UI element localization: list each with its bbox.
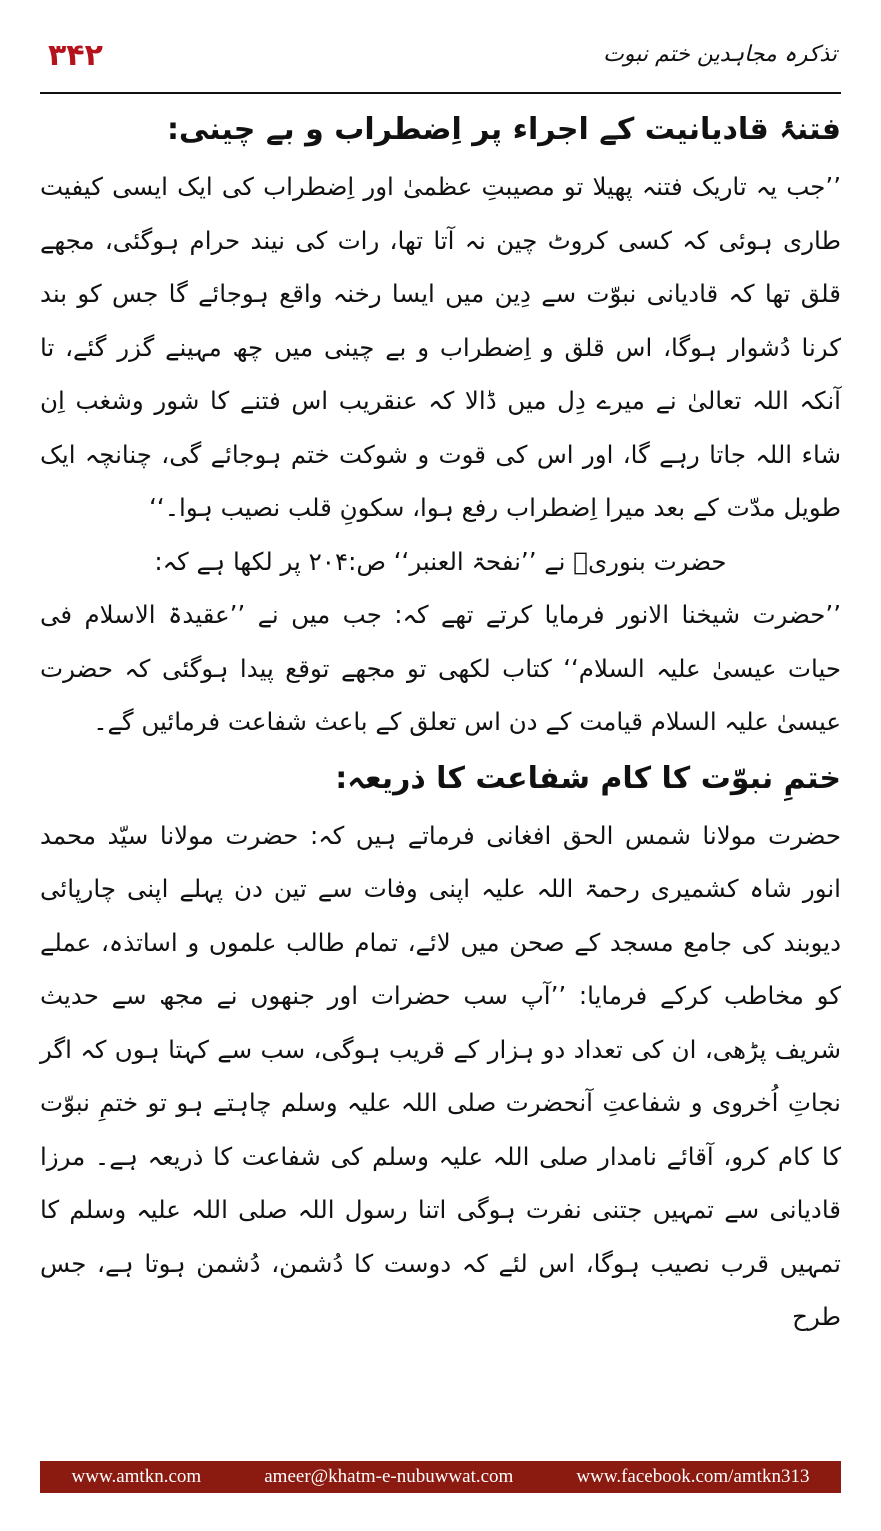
page-header	[40, 30, 841, 90]
page-body	[40, 100, 841, 1459]
footer-email-link[interactable]: ameer@khatm-e-nubuwwat.com	[264, 1466, 514, 1487]
section-heading-shafaat: ختمِ نبوّت کا کام شفاعت کا ذریعہ:	[335, 760, 841, 796]
footer-bar	[40, 1461, 841, 1493]
footer-website-link[interactable]: www.amtkn.com	[71, 1466, 202, 1487]
quote-paragraph-2: ’’حضرت شیخنا الانور فرمایا کرتے تھے کہ: جب میں نے ’’عقیدۃ الاسلام فی حیات عیسیٰ علیہ السلام‘‘ کتاب لکھی تو مجھے توقع پیدا ہوگئی کہ حضرت عیسیٰ علیہ السلام قیامت کے دن اس تعلق کے باعث شفاعت فرمائیں گے۔	[40, 600, 841, 736]
quote-paragraph-1: ’’جب یہ تاریک فتنہ پھیلا تو مصیبتِ عظمیٰ اور اِضطراب کی ایک ایسی کیفیت طاری ہوئی کہ کسی کروٹ چین نہ آتا تھا، رات کی نیند حرام ہوگئی، مجھے قلق تھا کہ قادیانی نبوّت سے دِین میں ایسا رخنہ واقع ہوجائے گا جس کو بند کرنا دُشوار ہوگا، اس قلق و اِضطراب و بے چینی میں چھ مہینے گزر گئے، تا آنکہ اللہ تعالیٰ نے میرے دِل میں ڈالا کہ عنقریب اس فتنے کا شور وشغب اِن شاء اللہ جاتا رہے گا، اور اس کی قوت و شوکت ختم ہوجائے گی، چنانچہ ایک طویل مدّت کے بعد میرا اِضطراب رفع ہوا، سکونِ قلب نصیب ہوا۔‘‘	[40, 172, 841, 522]
citation-line: حضرت بنوریؒ نے ’’نفحۃ العنبر‘‘ ص:۲۰۴ پر لکھا ہے کہ:	[154, 546, 727, 576]
footer-facebook-link[interactable]: www.facebook.com/amtkn313	[576, 1466, 810, 1487]
section-heading-fitna: فتنۂ قادیانیت کے اجراء پر اِضطراب و بے چینی:	[166, 112, 841, 147]
page-number: ۳۴۲	[48, 38, 103, 73]
book-title: تذکرہ مجاہدین ختم نبوت	[603, 42, 837, 67]
body-paragraph-3: حضرت مولانا شمس الحق افغانی فرماتے ہیں کہ: حضرت مولانا سیّد محمد انور شاہ کشمیری رحمۃ اللہ علیہ اپنی وفات سے تین دن پہلے اپنی چارپائی دیوبند کی جامع مسجد کے صحن میں لائے، تمام طالب علموں و اساتذہ، عملے کو مخاطب کرکے فرمایا: ’’آپ سب حضرات اور جنھوں نے مجھ سے حدیث شریف پڑھی، ان کی تعداد دو ہزار کے قریب ہوگی، سب سے کہتا ہوں کہ اگر نجاتِ اُخروی و شفاعتِ آنحضرت صلی اللہ علیہ وسلم چاہتے ہو تو ختمِ نبوّت کا کام کرو، آقائے نامدار صلی اللہ علیہ وسلم کی شفاعت کا ذریعہ ہے۔ مرزا قادیانی سے تمہیں جتنی نفرت ہوگی اتنا رسول اللہ صلی اللہ علیہ وسلم کا تمہیں قرب نصیب ہوگا، اس لئے کہ دوست کا دُشمن، دُشمن ہوتا ہے، جس طرح	[40, 820, 841, 1331]
header-rule	[40, 92, 841, 94]
